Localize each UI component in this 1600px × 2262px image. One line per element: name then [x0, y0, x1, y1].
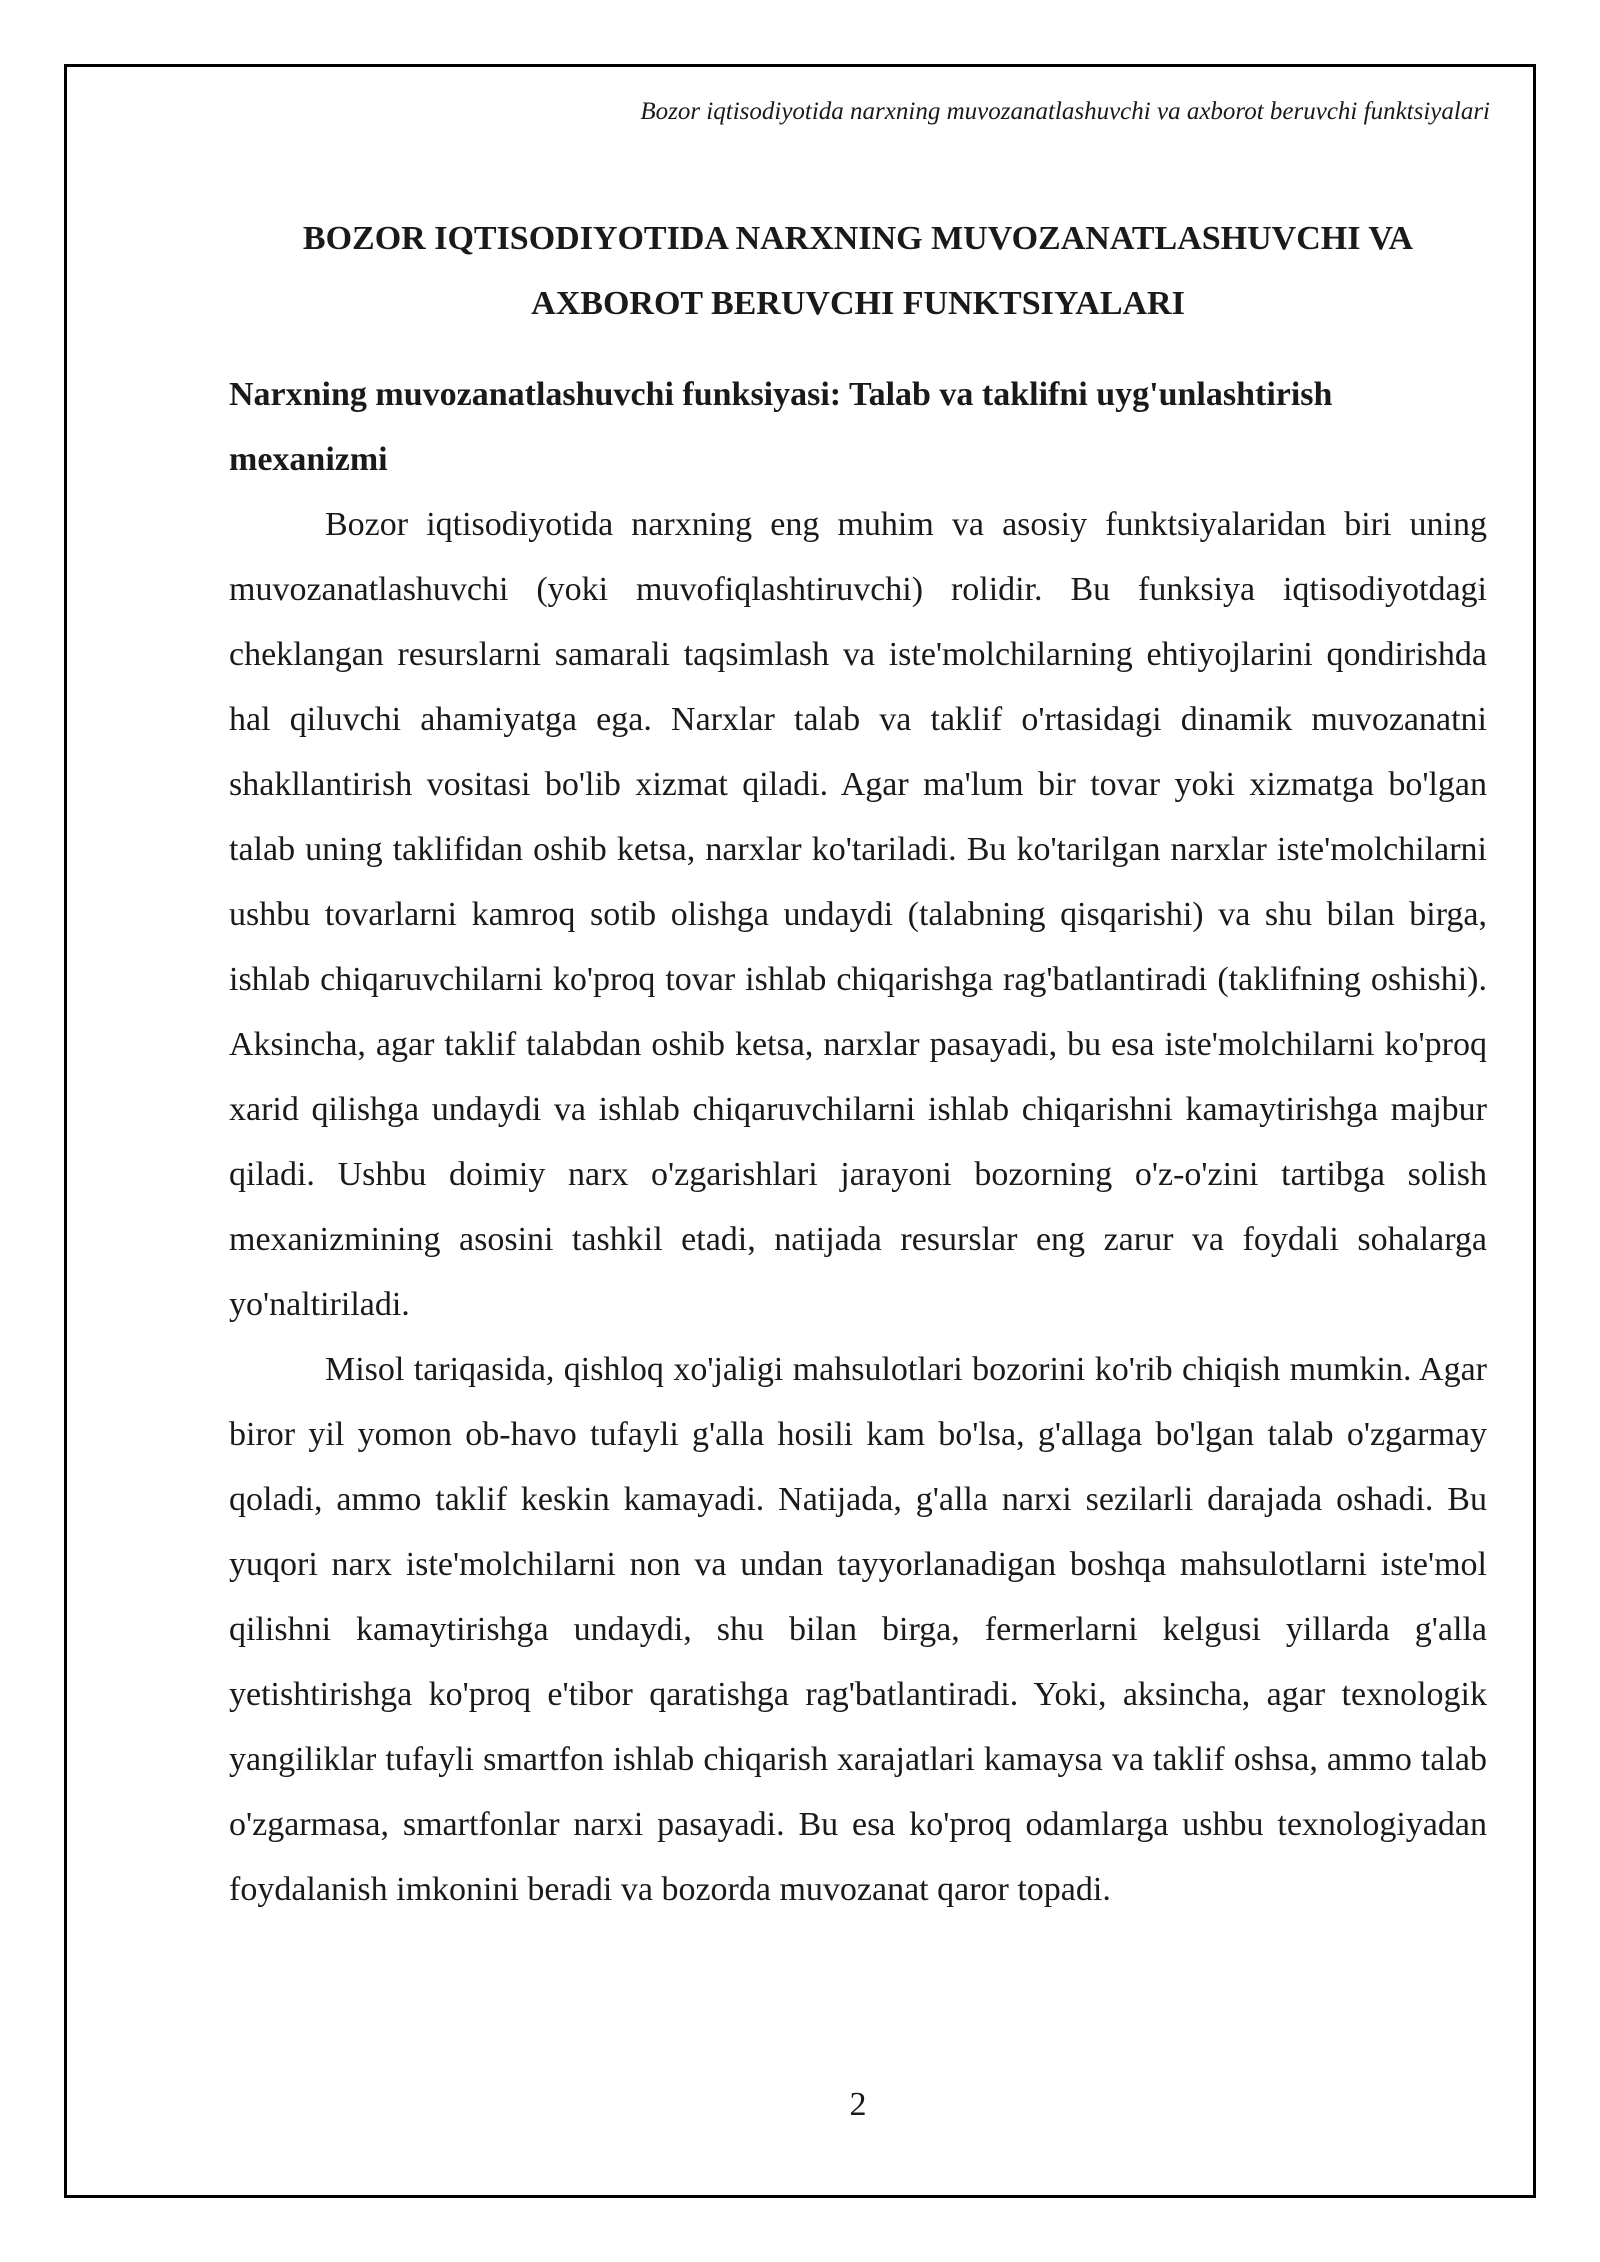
- paragraph-1: Bozor iqtisodiyotida narxning eng muhim va asosiy funktsiyalaridan biri uning muvozanatlashuvchi (yoki muvofiqlashtiruvchi) rolidir. Bu funksiya iqtisodiyotdagi cheklangan resurslarni samarali taqsimlash va iste'molchilarning ehtiyojlarini qondirishda hal qiluvchi ahamiyatga ega. Narxlar talab va taklif o'rtasidagi dinamik muvozanatni shakllantirish vositasi bo'lib xizmat qiladi. Agar ma'lum bir tovar yoki xizmatga bo'lgan talab uning taklifidan oshib ketsa, narxlar ko'tariladi. Bu ko'tarilgan narxlar iste'molchilarni ushbu tovarlarni kamroq sotib olishga undaydi (talabning qisqarishi) va shu bilan birga, ishlab chiqaruvchilarni ko'proq tovar ishlab chiqarishga rag'batlantiradi (taklifning oshishi). Aksincha, agar taklif talabdan oshib ketsa, narxlar pasayadi, bu esa iste'molchilarni ko'proq xarid qilishga undaydi va ishlab chiqaruvchilarni ishlab chiqarishni kamaytirishga majbur qiladi. Ushbu doimiy narx o'zgarishlari jarayoni bozorning o'z-o'zini tartibga solish mexanizmining asosini tashkil etadi, natijada resurslar eng zarur va foydali sohalarga yo'naltiriladi.: [229, 506, 1487, 1323]
- title-line-2: AXBOROT BERUVCHI FUNKTSIYALARI: [531, 285, 1185, 322]
- document-title: [229, 206, 1487, 336]
- page-content: [229, 206, 1487, 1922]
- paragraph-2: Misol tariqasida, qishloq xo'jaligi mahsulotlari bozorini ko'rib chiqish mumkin. Agar biror yil yomon ob-havo tufayli g'alla hosili kam bo'lsa, g'allaga bo'lgan talab o'zgarmay qoladi, ammo taklif keskin kamayadi. Natijada, g'alla narxi sezilarli darajada oshadi. Bu yuqori narx iste'molchilarni non va undan tayyorlanadigan boshqa mahsulotlarni iste'mol qilishni kamaytirishga undaydi, shu bilan birga, fermerlarni kelgusi yillarda g'alla yetishtirishga ko'proq e'tibor qaratishga rag'batlantiradi. Yoki, aksincha, agar texnologik yangiliklar tufayli smartfon ishlab chiqarish xarajatlari kamaysa va taklif oshsa, ammo talab o'zgarmasa, smartfonlar narxi pasayadi. Bu esa ko'proq odamlarga ushbu texnologiyadan foydalanish imkonini beradi va bozorda muvozanat qaror topadi.: [229, 1351, 1487, 1908]
- running-header: Bozor iqtisodiyotida narxning muvozanatlashuvchi va axborot beruvchi funktsiyalari: [640, 98, 1490, 125]
- title-line-1: BOZOR IQTISODIYOTIDA NARXNING MUVOZANATLASHUVCHI VA: [302, 220, 1414, 257]
- page-number: 2: [849, 2086, 867, 2123]
- section-heading: Narxning muvozanatlashuvchi funksiyasi: Talab va taklifni uyg'unlashtirish mexanizmi: [229, 376, 1333, 478]
